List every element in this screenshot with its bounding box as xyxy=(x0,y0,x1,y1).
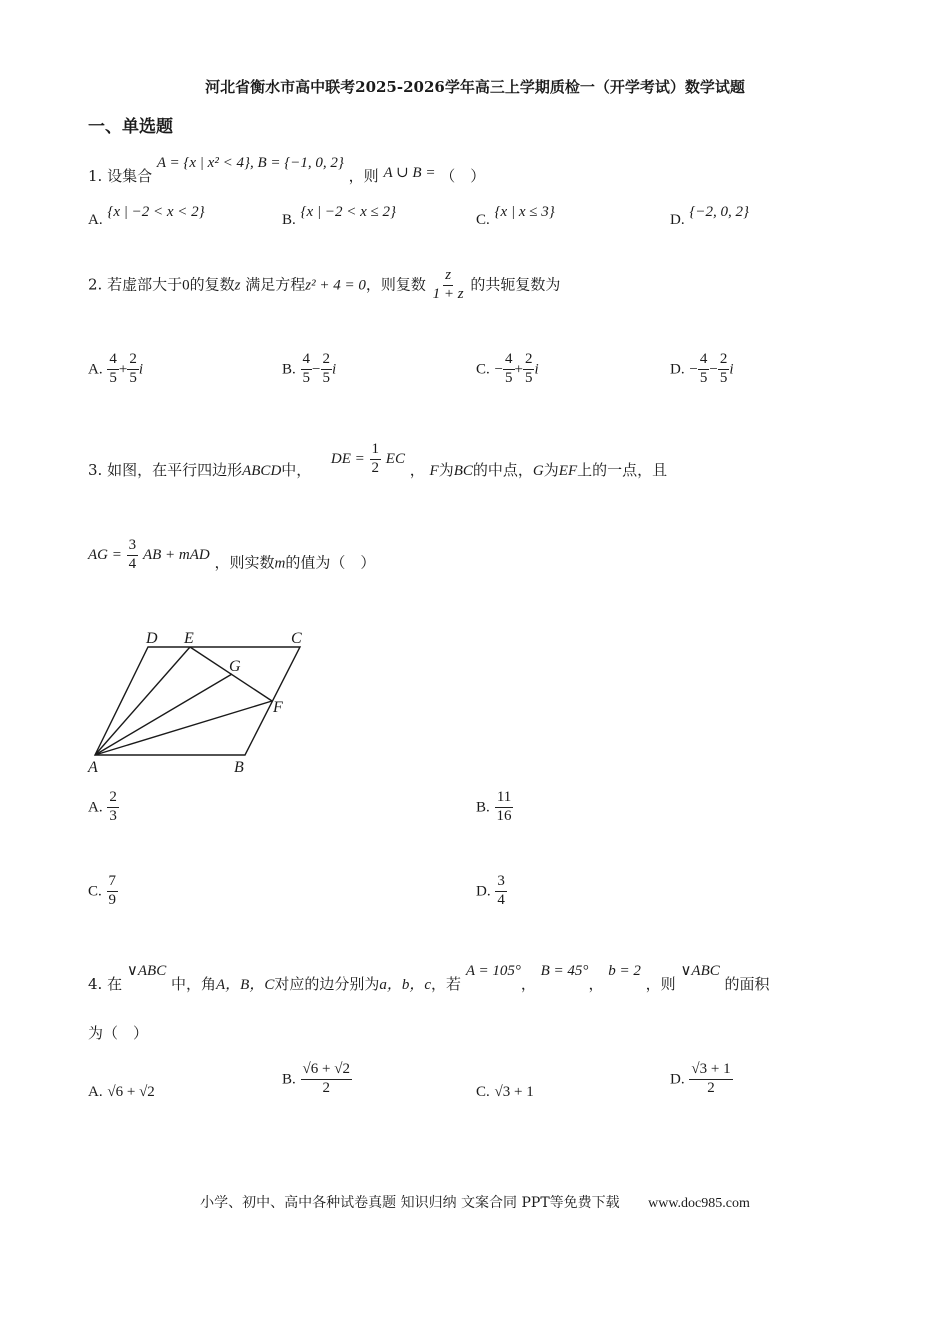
q4-option-d: D. $\frac{√3 + 1}{2}$ xyxy=(670,1061,731,1096)
q1-expression: A ∪ B = xyxy=(383,165,436,181)
label-c: C xyxy=(291,630,302,647)
parallelogram-figure xyxy=(80,622,320,782)
page-footer xyxy=(0,1192,950,1212)
parallelogram-outline xyxy=(95,647,300,755)
label-g: G xyxy=(229,658,241,675)
q1-option-c: C. {x | x ≤ 3} xyxy=(476,204,555,228)
question-2: 2. 若虚部大于0的复数z 满足方程z² + 4 = 0，则复数 $\frac{z}{1 + z}$ 的共轭复数为 xyxy=(88,267,561,302)
question-4: 4. 在 ∨ABC 中，角A，B，C对应的边分别为a，b，c，若 A = 105°， B = 45°， b = 2 ，则 ∨ABC 的面积 xyxy=(88,963,770,993)
q1-text: 设集合 xyxy=(107,167,153,185)
q1-set-definition: A = {x | x² < 4}, B = {−1, 0, 2} xyxy=(156,155,344,171)
q2-option-a: A. $\frac{4}{5}$ + $\frac{2}{5}$ i xyxy=(88,351,144,386)
q1-option-b: B. {x | −2 < x ≤ 2} xyxy=(282,204,396,228)
q1-option-d: D. {−2, 0, 2} xyxy=(670,204,749,228)
section-heading: 一、单选题 xyxy=(88,117,173,137)
q4-text-continued: 为（ ） xyxy=(88,1024,149,1042)
q2-option-b: B. $\frac{4}{5}$ − $\frac{2}{5}$ i xyxy=(282,351,337,386)
label-d: D xyxy=(146,630,158,647)
q1-option-a: A. {x | −2 < x < 2} xyxy=(88,204,205,228)
question-3: 3. 如图，在平行四边形ABCD中， DE = $\frac{1}{2}$ EC ， F为BC的中点，G为EF上的一点，且 xyxy=(88,440,668,479)
q4-option-c: C. √3 + 1 xyxy=(476,1084,534,1100)
question-1: 1. 设集合 A = {x | x² < 4}, B = {−1, 0, 2} ，则 A ∪ B = （ ） xyxy=(88,155,486,185)
q3-option-c: C. $\frac{7}{9}$ xyxy=(88,873,117,908)
q3-option-b: B. $\frac{11}{16}$ xyxy=(476,789,512,824)
q3-option-d: D. $\frac{3}{4}$ xyxy=(476,873,505,908)
label-f: F xyxy=(273,699,283,716)
label-b: B xyxy=(234,759,244,776)
q3-condition: AG = $\frac{3}{4}$ AB + mAD ，则实数m的值为（ ） xyxy=(88,537,376,572)
label-e: E xyxy=(184,630,194,647)
q2-option-d: D. − $\frac{4}{5}$ − $\frac{2}{5}$ i xyxy=(670,351,734,386)
q2-fraction: $\frac{z}{1 + z}$ xyxy=(432,267,464,302)
label-a: A xyxy=(88,759,98,776)
q4-option-a: A. √6 + √2 xyxy=(88,1084,155,1100)
segment-ae xyxy=(95,647,190,755)
footer-link[interactable]: www.doc985.com xyxy=(648,1196,750,1211)
segment-af xyxy=(95,701,272,755)
q3-option-a: A. $\frac{2}{3}$ xyxy=(88,789,117,824)
q4-option-b: B. $\frac{√6 + √2}{2}$ xyxy=(282,1061,350,1096)
q2-option-c: C. − $\frac{4}{5}$ + $\frac{2}{5}$ i xyxy=(476,351,539,386)
document-title: 河北省衡水市高中联考2025-2026学年高三上学期质检一（开学考试）数学试题 xyxy=(205,78,745,96)
q1-number: 1. xyxy=(88,167,103,185)
footer-text: 小学、初中、高中各种试卷真题 知识归纳 文案合同 PPT等免费下载 xyxy=(200,1195,620,1211)
